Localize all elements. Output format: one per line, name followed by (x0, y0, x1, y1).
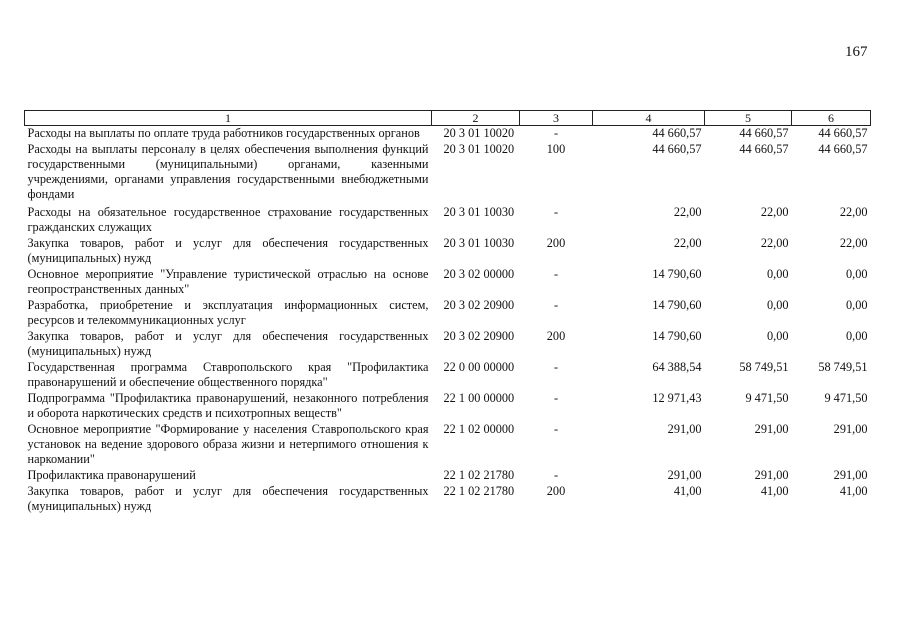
row-expense-type: - (553, 422, 559, 436)
row-value-2: 291,00 (754, 422, 789, 436)
table-row (25, 126, 871, 143)
row-value-1: 291,00 (667, 468, 702, 482)
row-expense-type: - (553, 267, 559, 281)
row-expense-type: 200 (546, 484, 566, 498)
row-value-1: 12 971,43 (652, 391, 702, 405)
row-code: 20 3 02 00000 (443, 267, 515, 281)
row-value-3: 22,00 (839, 236, 868, 250)
row-name: Основное мероприятие "Формирование у населения Ставропольского края установок на ведение здорового образа жизни и нетерпимого отношения к наркомании" (27, 422, 429, 466)
row-code: 20 3 01 10030 (443, 205, 515, 219)
table-row (25, 484, 871, 515)
row-name: Расходы на выплаты персоналу в целях обеспечения выполнения функций государственными (муниципальными) органами, казенными учреждениями, органами управления государственными внебюджетными фондами (27, 142, 429, 201)
row-value-3: 22,00 (839, 205, 868, 219)
row-value-1: 22,00 (673, 236, 702, 250)
column-header: 4 (593, 111, 705, 126)
row-name: Закупка товаров, работ и услуг для обеспечения государственных (муниципальных) нужд (27, 236, 429, 265)
row-code: 20 3 01 10030 (443, 236, 515, 250)
row-name: Закупка товаров, работ и услуг для обеспечения государственных (муниципальных) нужд (27, 484, 429, 513)
row-expense-type: 200 (546, 236, 566, 250)
table-row (25, 203, 871, 236)
row-value-3: 44 660,57 (818, 126, 868, 140)
budget-table (24, 110, 871, 515)
row-code: 22 1 02 21780 (443, 468, 515, 482)
row-expense-type: 100 (546, 142, 566, 156)
row-value-1: 14 790,60 (652, 267, 702, 281)
row-name: Основное мероприятие "Управление туристической отраслью на основе геопространственных данных" (27, 267, 429, 296)
table-row (25, 360, 871, 391)
row-name: Профилактика правонарушений (27, 468, 196, 482)
row-value-2: 58 749,51 (739, 360, 789, 374)
table-row (25, 298, 871, 329)
row-value-1: 14 790,60 (652, 298, 702, 312)
table-row (25, 468, 871, 484)
row-value-1: 64 388,54 (652, 360, 702, 374)
column-header: 2 (432, 111, 520, 126)
table-row (25, 329, 871, 360)
row-value-3: 291,00 (833, 468, 868, 482)
row-value-3: 0,00 (845, 298, 868, 312)
row-value-2: 291,00 (754, 468, 789, 482)
row-value-2: 41,00 (760, 484, 789, 498)
row-code: 22 1 02 00000 (443, 422, 515, 436)
row-value-3: 41,00 (839, 484, 868, 498)
row-code: 22 0 00 00000 (443, 360, 515, 374)
row-value-3: 9 471,50 (824, 391, 868, 405)
column-header: 5 (705, 111, 792, 126)
row-code: 22 1 02 21780 (443, 484, 515, 498)
table-row (25, 267, 871, 298)
row-code: 20 3 02 20900 (443, 298, 515, 312)
table-header-row (25, 111, 871, 126)
row-value-1: 44 660,57 (652, 142, 702, 156)
row-expense-type: - (553, 298, 559, 312)
row-value-1: 14 790,60 (652, 329, 702, 343)
row-expense-type: - (553, 360, 559, 374)
table-row (25, 422, 871, 468)
row-value-2: 0,00 (766, 329, 789, 343)
row-expense-type: - (553, 126, 559, 140)
row-name: Подпрограмма "Профилактика правонарушений, незаконного потребления и оборота наркотических средств и психотропных веществ" (27, 391, 429, 420)
column-header: 3 (520, 111, 593, 126)
row-value-3: 58 749,51 (818, 360, 868, 374)
row-expense-type: 200 (546, 329, 566, 343)
table-row (25, 391, 871, 422)
row-value-3: 291,00 (833, 422, 868, 436)
page-number: 167 (845, 44, 868, 60)
table-row (25, 236, 871, 267)
row-code: 20 3 01 10020 (443, 142, 515, 156)
row-expense-type: - (553, 468, 559, 482)
row-value-2: 44 660,57 (739, 126, 789, 140)
row-value-2: 44 660,57 (739, 142, 789, 156)
row-value-2: 22,00 (760, 236, 789, 250)
row-value-3: 0,00 (845, 329, 868, 343)
row-code: 20 3 02 20900 (443, 329, 515, 343)
row-expense-type: - (553, 391, 559, 405)
row-value-2: 0,00 (766, 298, 789, 312)
row-code: 20 3 01 10020 (443, 126, 515, 140)
row-value-2: 9 471,50 (745, 391, 789, 405)
row-expense-type: - (553, 205, 559, 219)
row-name: Расходы на обязательное государственное страхование государственных гражданских служащих (27, 205, 429, 234)
row-value-1: 41,00 (673, 484, 702, 498)
row-value-1: 291,00 (667, 422, 702, 436)
row-value-2: 22,00 (760, 205, 789, 219)
row-name: Государственная программа Ставропольского края "Профилактика правонарушений и обеспечение общественного порядка" (27, 360, 429, 389)
row-name: Закупка товаров, работ и услуг для обеспечения государственных (муниципальных) нужд (27, 329, 429, 358)
row-name: Разработка, приобретение и эксплуатация информационных систем, ресурсов и телекоммуникационных услуг (27, 298, 429, 327)
column-header: 1 (25, 111, 432, 126)
column-header: 6 (792, 111, 871, 126)
row-value-1: 22,00 (673, 205, 702, 219)
table-row (25, 142, 871, 203)
row-code: 22 1 00 00000 (443, 391, 515, 405)
row-value-1: 44 660,57 (652, 126, 702, 140)
row-value-2: 0,00 (766, 267, 789, 281)
row-value-3: 44 660,57 (818, 142, 868, 156)
row-value-3: 0,00 (845, 267, 868, 281)
row-name: Расходы на выплаты по оплате труда работников государственных органов (27, 126, 420, 140)
